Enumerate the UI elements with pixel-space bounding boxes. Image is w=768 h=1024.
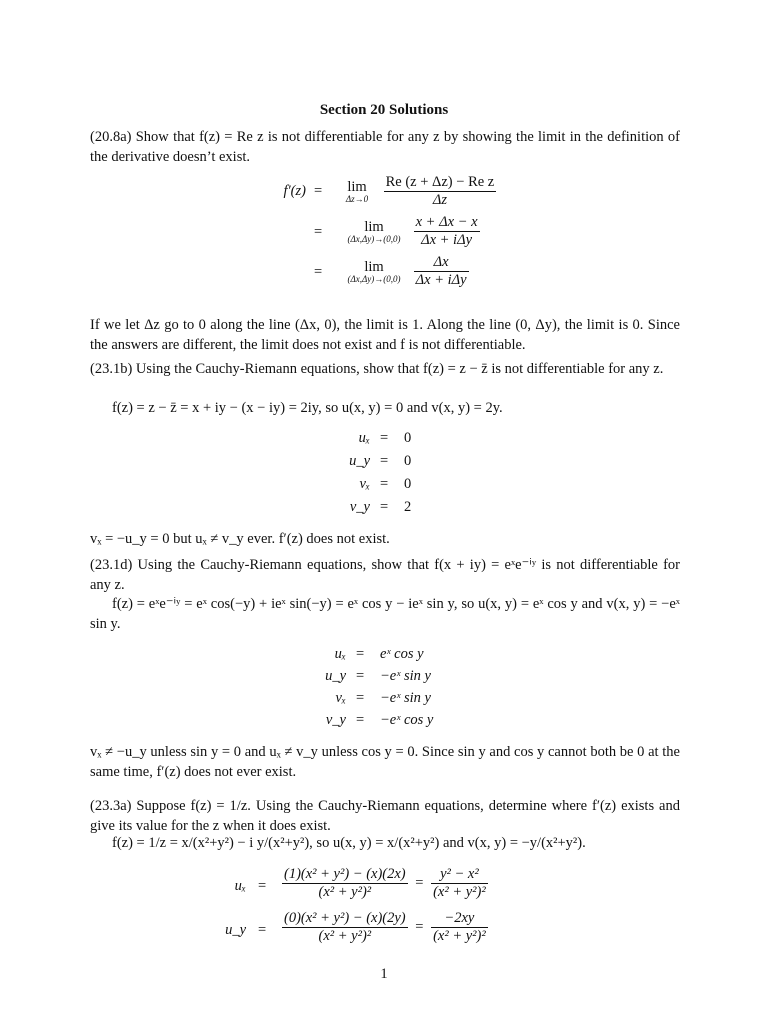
equals-sign: = — [380, 430, 389, 446]
partial-u-y-value: 0 — [404, 453, 412, 469]
fraction-denominator: (x² + y²)² — [433, 884, 486, 900]
equals-sign: = — [380, 499, 389, 515]
partial-v-y: v_y — [325, 712, 346, 728]
problem-23-1b-work: f(z) = z − z̄ = x + iy − (x − iy) = 2iy, so u(x, y) = 0 and v(x, y) = 2y. — [112, 400, 503, 416]
fraction-numerator: (1)(x² + y²) − (x)(2x) — [284, 866, 406, 882]
u-y-expression: $\frac{\text{(0)(x² + y²) − (x)(2y)}}{\text{(x² + y²)²}}$ = $\frac{-2xy}{\text{(x² + y²)²}}$ — [284, 910, 486, 944]
lim-subscript: (Δx,Δy)→(0,0) — [347, 274, 401, 284]
equals-sign: = — [258, 922, 267, 938]
partial-v-x: vₓ — [335, 690, 346, 706]
fraction-denominator: (x² + y²)² — [282, 927, 408, 945]
partial-u-y: u_y — [225, 922, 246, 938]
partial-u-y: u_y — [325, 668, 346, 684]
partial-v-y-value: 2 — [404, 499, 412, 515]
fraction-denominator: Δx + iΔy — [414, 231, 480, 249]
partial-u-y-value: −eˣ sin y — [380, 668, 431, 684]
partial-v-y: v_y — [349, 499, 370, 515]
fraction-numerator: Re (z + Δz) − Re z — [385, 174, 495, 190]
equals-sign: = — [380, 476, 389, 492]
limit-line-1 — [338, 174, 496, 209]
partial-v-y-value: −eˣ cos y — [380, 712, 434, 728]
partial-v-x-value: 0 — [404, 476, 412, 492]
equals-sign: = — [258, 878, 267, 894]
equals-sign: = — [314, 183, 323, 199]
limit-line-2 — [338, 214, 480, 249]
equals-sign: = — [314, 224, 323, 240]
problem-23-1d-statement: (23.1d) Using the Cauchy-Riemann equations, show that f(x + iy) = eˣe⁻ⁱʸ is not differentiable for any z. — [90, 557, 680, 593]
partial-u-x: uₓ — [358, 430, 370, 446]
lim-operator: lim — [364, 219, 384, 235]
fraction-denominator: Δz — [384, 191, 497, 209]
equals-sign: = — [356, 712, 365, 728]
equals-sign: = — [380, 453, 389, 469]
problem-20-8a-conclusion: If we let Δz go to 0 along the line (Δx, 0), the limit is 1. Along the line (0, Δy), the limit is 0. Since the answers are different, the limit does not exist and f is not differentiable. — [90, 317, 680, 353]
partial-u-x-value: 0 — [404, 430, 412, 446]
lim-subscript: Δz→0 — [345, 194, 369, 204]
problem-23-1d-conclusion: vₓ ≠ −u_y unless sin y = 0 and uₓ ≠ v_y unless cos y = 0. Since sin y and cos y cannot both be 0 at the same time, f′(z) does not ever exist. — [90, 744, 680, 780]
section-title: Section 20 Solutions — [319, 102, 449, 118]
partial-v-x: vₓ — [359, 476, 370, 492]
fraction-numerator: Δx — [433, 254, 449, 270]
fraction-numerator: (0)(x² + y²) − (x)(2y) — [284, 910, 406, 926]
fraction-numerator: x + Δx − x — [415, 214, 478, 230]
fraction-denominator: Δx + iΔy — [415, 272, 467, 288]
lim-operator: lim — [364, 259, 384, 275]
lim-operator: lim — [347, 179, 367, 195]
problem-23-3a-work: f(z) = 1/z = x/(x²+y²) − i y/(x²+y²), so u(x, y) = x/(x²+y²) and v(x, y) = −y/(x²+y²). — [112, 835, 586, 851]
fraction-numerator: y² − x² — [440, 866, 479, 882]
partial-u-y: u_y — [349, 453, 370, 469]
problem-23-1b-conclusion: vₓ = −u_y = 0 but uₓ ≠ v_y ever. f′(z) does not exist. — [90, 531, 390, 547]
partial-v-x-value: −eˣ sin y — [380, 690, 431, 706]
page-number: 1 — [380, 966, 388, 982]
u-x-expression: $\frac{\text{(1)(x² + y²) − (x)(2x)}}{\text{(x² + y²)²}}$ = $\frac{\text{y² − x²}}{\text{(x² + y²)²}}$ — [284, 866, 486, 900]
problem-23-3a-statement: (23.3a) Suppose f(z) = 1/z. Using the Cauchy-Riemann equations, determine where f′(z) exists and give its value for the z when it does exist. — [90, 798, 680, 834]
equals-sign: = — [356, 690, 365, 706]
partial-u-x: uₓ — [234, 878, 246, 894]
problem-23-1d-work: f(z) = eˣe⁻ⁱʸ = eˣ cos(−y) + ieˣ sin(−y) = eˣ cos y − ieˣ sin y, so u(x, y) = eˣ cos y and v(x, y) = −eˣ sin y. — [90, 596, 680, 632]
equals-sign: = — [356, 646, 365, 662]
fraction-denominator: (x² + y²)² — [433, 928, 486, 944]
derivative-lhs: f′(z) — [283, 183, 306, 199]
equals-sign: = — [356, 668, 365, 684]
lim-subscript: (Δx,Δy)→(0,0) — [347, 234, 401, 244]
fraction-numerator: −2xy — [444, 910, 475, 926]
limit-line-3 — [338, 254, 469, 289]
problem-23-1b-statement: (23.1b) Using the Cauchy-Riemann equations, show that f(z) = z − z̄ is not differentiable for any z. — [90, 361, 664, 377]
partial-u-x-value: eˣ cos y — [380, 646, 424, 662]
equals-sign: = — [314, 264, 323, 280]
partial-u-x: uₓ — [334, 646, 346, 662]
fraction-denominator: (x² + y²)² — [282, 883, 408, 901]
problem-20-8a-statement: (20.8a) Show that f(z) = Re z is not differentiable for any z by showing the limit in the definition of the derivative doesn’t exist. — [90, 129, 680, 165]
